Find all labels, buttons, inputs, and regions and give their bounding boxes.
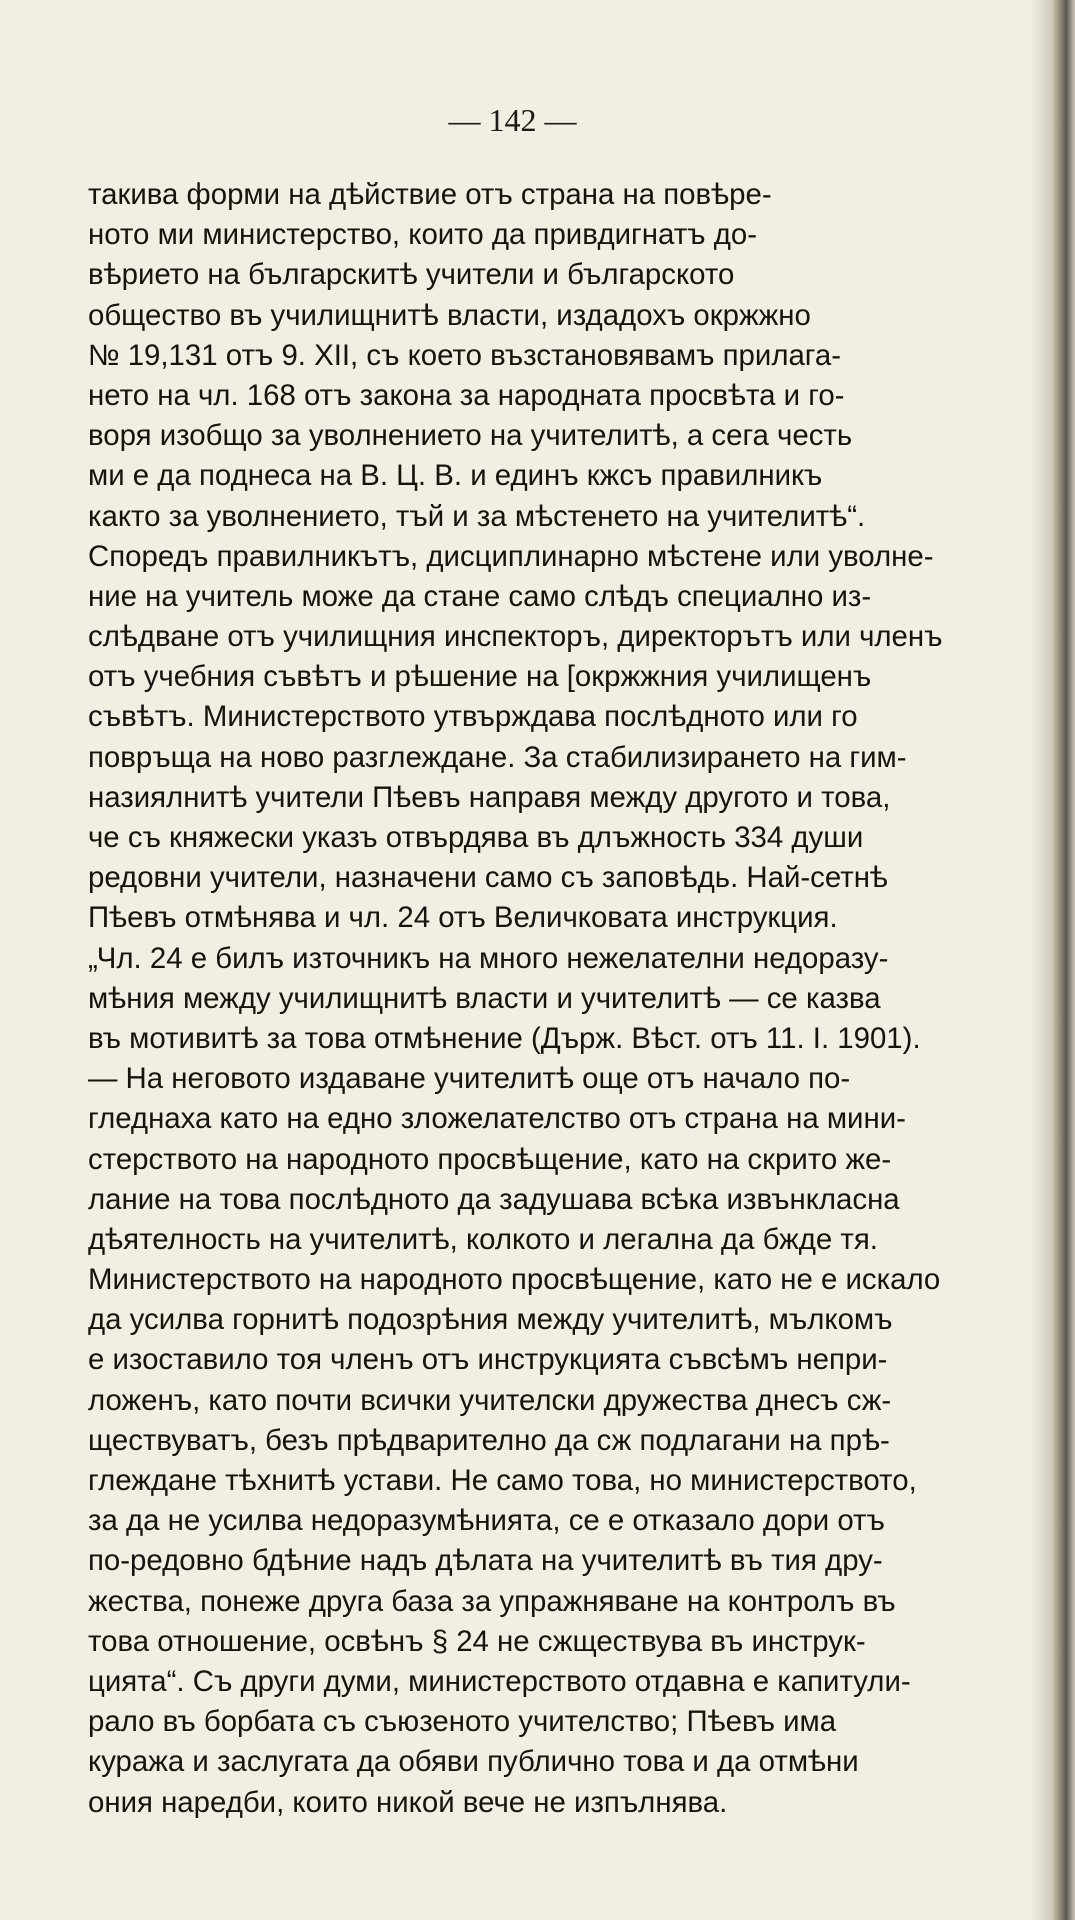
text-line: жества, понеже друга база за упражняване на контролъ въ (88, 1584, 896, 1618)
page-edge (1053, 0, 1075, 1920)
text-line: това отношение, освѣнъ § 24 не сжществува въ инструк- (88, 1624, 866, 1658)
text-line: отъ учебния съвѣтъ и рѣшение на [окржжния училищенъ (88, 660, 872, 694)
page-number: — 142 — (448, 102, 577, 138)
text-line: стерството на народното просвѣщение, като на скрито же- (88, 1142, 892, 1176)
text-line: повръща на ново разглеждане. За стабилизирането на гим- (88, 740, 907, 774)
text-line: ми е да поднеса на В. Ц. В. и единъ кжсъ правилникъ (88, 459, 823, 493)
text-line: цията“. Съ други думи, министерството отдавна е капитули- (88, 1664, 911, 1698)
text-line: слѣдване отъ училищния инспекторъ, директорътъ или членъ (88, 620, 943, 654)
text-line: да усилва горнитѣ подозрѣния между учителитѣ, мълкомъ (88, 1303, 893, 1337)
text-line: нето на чл. 168 отъ закона за народната просвѣта и го- (88, 378, 845, 412)
text-line: ние на учитель може да стане само слѣдъ специално из- (88, 579, 872, 613)
text-line: „Чл. 24 е билъ източникъ на много нежелателни недоразу- (88, 941, 889, 975)
text-line: ществуватъ, безъ прѣдварително да сж подлагани на прѣ- (88, 1423, 890, 1457)
text-line: съвѣтъ. Министерството утвърждава послѣдното или го (88, 700, 858, 734)
text-line: вѣрието на българскитѣ учители и българското (88, 258, 735, 292)
text-line: гледнаха като на едно зложелателство отъ страна на мини- (88, 1102, 906, 1136)
text-line: воря изобщо за уволнението на учителитѣ, а сега честь (88, 419, 853, 453)
text-line: редовни учители, назначени само съ заповѣдь. Най-сетнѣ (88, 861, 888, 895)
text-line: Пѣевъ отмѣнява и чл. 24 отъ Величковата инструкция. (88, 901, 838, 935)
text-line: рало въ борбата съ съюзеното учителство; Пѣевъ има (88, 1705, 837, 1739)
text-line: лание на това послѣдното да задушава всѣка извънкласна (88, 1182, 900, 1216)
text-line: ложенъ, като почти всички учителски дружества днесъ сж- (88, 1383, 892, 1417)
body-text (88, 175, 993, 1823)
text-line: общество въ училищнитѣ власти, издадохъ окржжно (88, 298, 811, 332)
text-line: ното ми министерство, които да привдигнатъ до- (88, 218, 757, 252)
text-line: — На неговото издаване учителитѣ още отъ начало по- (88, 1062, 851, 1096)
text-line: Споредъ правилникътъ, дисциплинарно мѣстене или уволне- (88, 539, 934, 573)
text-line: дѣятелность на учителитѣ, колкото и легална да бжде тя. (88, 1222, 878, 1256)
text-line: за да не усилва недоразумѣнията, се е отказало дори отъ (88, 1504, 885, 1538)
text-line: въ мотивитѣ за това отмѣнение (Държ. Вѣст. отъ 11. I. 1901). (88, 1021, 921, 1055)
text-line: че съ княжески указъ отвърдява въ длъжность 334 души (88, 821, 864, 854)
text-line: по-редовно бдѣние надъ дѣлата на учителитѣ въ тия дру- (88, 1544, 883, 1578)
text-line: № 19,131 отъ 9. XII, съ което възстановявамъ прилага- (88, 338, 842, 372)
text-line: такива форми на дѣйствие отъ страна на повѣре- (88, 178, 772, 211)
page-shadow (1030, 0, 1055, 1920)
text-line: глеждане тѣхнитѣ устави. Не само това, но министерството, (88, 1464, 917, 1497)
text-line: назиялнитѣ учители Пѣевъ направя между другото и това, (88, 780, 891, 814)
text-line: както за уволнението, тъй и за мѣстенето на учителитѣ“. (88, 499, 866, 533)
text-line: мѣния между училищнитѣ власти и учителитѣ — се казва (88, 981, 881, 1015)
text-line: Министерството на народното просвѣщение, като не е искало (88, 1263, 941, 1297)
text-line: куража и заслугата да обяви публично това и да отмѣни (88, 1745, 859, 1779)
text-line: ония наредби, които никой вече не изпълнява. (88, 1785, 728, 1819)
text-line: е изоставило тоя членъ отъ инструкцията съвсѣмъ непри- (88, 1343, 888, 1377)
